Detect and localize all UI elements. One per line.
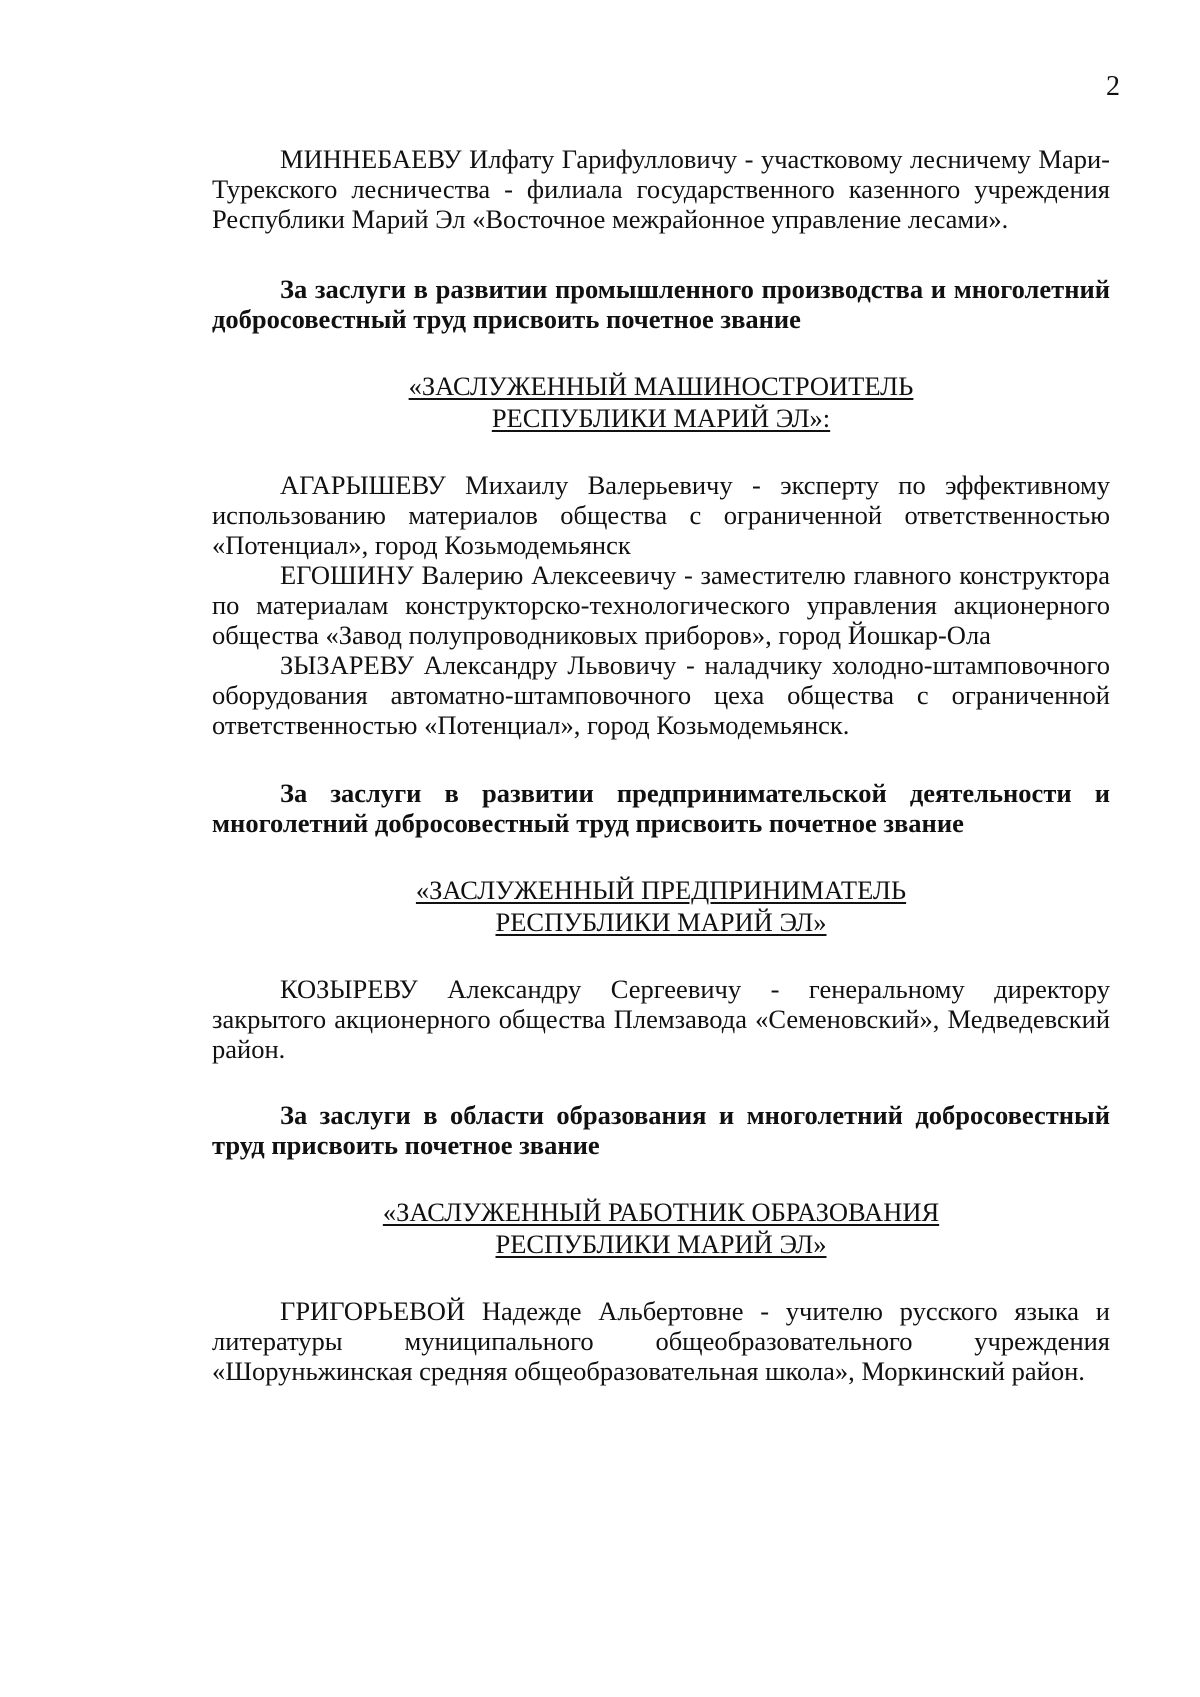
honorary-title: [212, 370, 1110, 434]
award-entry: ЗЫЗАРЕВУ Александру Львовичу - наладчику холодно-штамповочного оборудования автоматно-штамповочного цеха общества с ограниченной ответственностью «Потенциал», город Козьмодемьянск.: [212, 650, 1110, 740]
award-entry: КОЗЫРЕВУ Александру Сергеевичу - генеральному директору закрытого акционерного общества Племзавода «Семеновский», Медведевский район.: [212, 974, 1110, 1064]
award-entry: ГРИГОРЬЕВОЙ Надежде Альбертовне - учителю русского языка и литературы муниципального общеобразовательного учреждения «Шоруньжинская средняя общеобразовательная школа», Моркинский район.: [212, 1296, 1110, 1386]
award-entry: МИННЕБАЕВУ Илфату Гарифулловичу - участковому лесничему Мари-Турекского лесничества - филиала государственного казенного учреждения Республики Марий Эл «Восточное межрайонное управление лесами».: [212, 144, 1110, 234]
honorary-title-line: «ЗАСЛУЖЕННЫЙ ПРЕДПРИНИМАТЕЛЬ: [415, 875, 907, 905]
honorary-title: [212, 1196, 1110, 1260]
honorary-title-line: «ЗАСЛУЖЕННЫЙ МАШИНОСТРОИТЕЛЬ: [408, 371, 914, 401]
honorary-title-line: РЕСПУБЛИКИ МАРИЙ ЭЛ»: [495, 907, 827, 937]
honorary-title: [212, 874, 1110, 938]
decree-text: За заслуги в развитии промышленного производства и многолетний добросовестный труд присвоить почетное звание: [212, 274, 1110, 334]
award-entry: АГАРЫШЕВУ Михаилу Валерьевичу - эксперту по эффективному использованию материалов общества с ограниченной ответственностью «Потенциал», город Козьмодемьянск: [212, 470, 1110, 560]
honorary-title-line: «ЗАСЛУЖЕННЫЙ РАБОТНИК ОБРАЗОВАНИЯ: [382, 1197, 940, 1227]
award-entry: ЕГОШИНУ Валерию Алексеевичу - заместителю главного конструктора по материалам конструкторско-технологического управления акционерного общества «Завод полупроводниковых приборов», город Йошкар-Ола: [212, 560, 1110, 650]
decree-text: За заслуги в области образования и многолетний добросовестный труд присвоить почетное звание: [212, 1100, 1110, 1160]
honorary-title-line: РЕСПУБЛИКИ МАРИЙ ЭЛ»: [495, 1229, 827, 1259]
honorary-title-line: РЕСПУБЛИКИ МАРИЙ ЭЛ»:: [491, 403, 831, 433]
page-number: 2: [1106, 71, 1120, 102]
decree-text: За заслуги в развитии предпринимательской деятельности и многолетний добросовестный труд присвоить почетное звание: [212, 778, 1110, 838]
document-body: [212, 144, 1110, 1386]
